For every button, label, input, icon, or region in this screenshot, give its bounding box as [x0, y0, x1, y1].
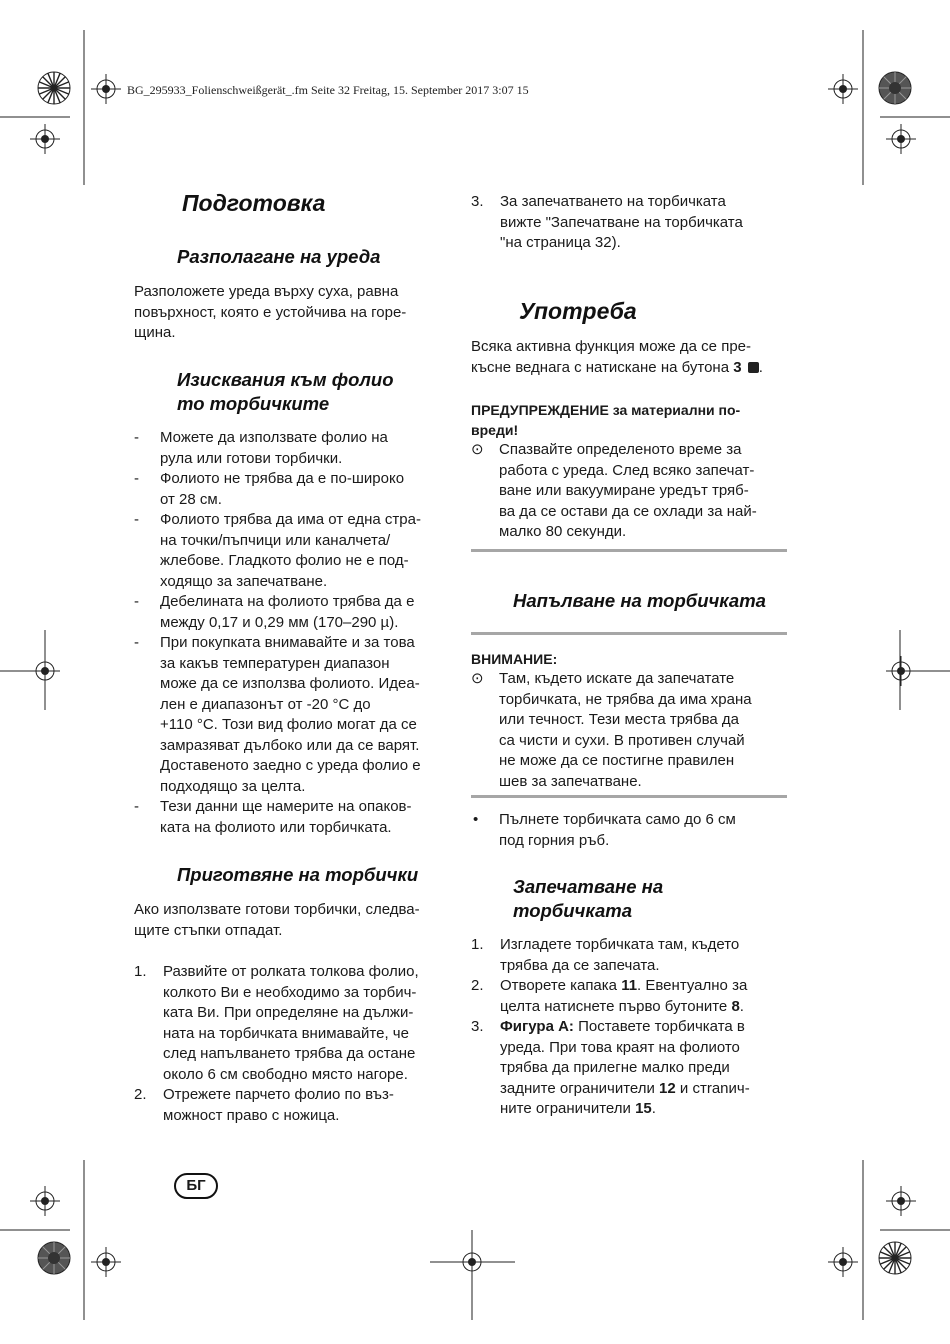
crosshair-target-icon	[30, 124, 60, 154]
usage-intro: Всяка активна функция може да се пре- късне веднага с натискане на бутона 3 .	[471, 338, 763, 376]
heading-preparing-bags: Приготвяне на торбички	[177, 864, 419, 885]
list-item: - Дебелината на фолиото трябва да е между 0,17 и 0,29 мм (170–290 µ).	[134, 593, 415, 631]
starburst-register-icon	[37, 71, 71, 105]
caution-bullet-icon: ⊙	[471, 670, 484, 687]
crosshair-target-icon	[828, 74, 858, 104]
preparing-bags-step3	[471, 192, 791, 254]
list-item: - Можете да използвате фолио на рула или готови торбички.	[134, 429, 388, 467]
file-header-line: BG_295933_Folienschweißgerät_.fm Seite 32 Freitag, 15. September 2017 3:07 15	[127, 83, 529, 97]
crosshair-target-icon	[886, 656, 916, 686]
crosshair-target-icon	[30, 656, 60, 686]
list-item: - Фолиото трябва да има от една стра- на точки/пъпчици или каналчета/ жлебове. Гладкото фолио не е под- ходящо за запечатване.	[134, 511, 421, 590]
divider	[471, 795, 787, 798]
foil-requirements-list	[134, 428, 464, 838]
crosshair-target-icon	[30, 1186, 60, 1216]
list-item: 2. Отрежете парчето фолио по въз- можност право с ножица.	[134, 1086, 394, 1124]
list-item: 3. Фигура A: Поставете торбичката в уреда. При това краят на фолиото трябва да прилегне малко преди задните ограничители 12 и стranич- ните ограничители 15.	[471, 1018, 750, 1117]
fill-instruction: • Пълнете торбичката само до 6 см под горния ръб.	[473, 811, 736, 849]
list-item: 3. За запечатването на торбичката вижте "Запечатване на торбичката "на страница 32).	[471, 193, 743, 251]
heading-placement: Разполагане на уреда	[177, 246, 381, 267]
divider	[471, 632, 787, 635]
list-item: 1. Изгладете торбичката там, където трябва да се запечата.	[471, 936, 740, 974]
warning-title: ПРЕДУПРЕЖДЕНИЕ за материални по- вреди!	[471, 402, 741, 438]
list-item: 2. Отворете капака 11. Евентуално за целта натиснете първо бутоните 8.	[471, 977, 748, 1015]
section-title-preparation: Подготовка	[182, 190, 326, 216]
crosshair-target-icon	[91, 74, 121, 104]
heading-foil-requirements: Изисквания към фолио то торбичките	[177, 369, 394, 414]
bullet-icon: •	[473, 811, 479, 828]
crosshair-target-icon	[457, 1247, 487, 1277]
list-item: - Тези данни ще намерите на опаков- ката на фолиото или торбичката.	[134, 798, 412, 836]
crosshair-target-icon	[828, 1247, 858, 1277]
crosshair-target-icon	[886, 1186, 916, 1216]
list-item: - При покупката внимавайте и за това за какъв температурен диапазон може да се използва фолиото. Идеа- лен е диапазонът от -20 °C до +110 °C. Този вид фолио могат да се замразяват дълбоко или да се варят. Доставеното заедно с уреда фолио е подходящо за целта.	[134, 634, 421, 795]
preparing-bags-steps	[134, 962, 464, 1126]
placement-text: Разположете уреда върху суха, равна повърхност, която е устойчива на горе- щина.	[134, 283, 407, 341]
caution-box: ВНИМАНИЕ: ⊙ Там, където искате да запечатате торбичката, не трябва да има храна или течност. Тези места трябва да са чисти и сухи. В противен случай не може да се постигне правилен шев за запечатване.	[471, 632, 787, 798]
heading-filling-bag: Напълване на торбичката	[513, 590, 766, 611]
starburst-register-icon	[878, 1241, 912, 1275]
list-item: 1. Развийте от ролката толкова фолио, колкото Ви е необходимо за торбич- ката Ви. При определяне на дължи- ната на торбичката внимавайте, че след напълването трябва да остане около 6 см свободно място нагоре.	[134, 963, 419, 1083]
stop-button-icon	[748, 362, 759, 373]
list-item: - Фолиото не трябва да е по-широко от 28 см.	[134, 470, 405, 508]
crosshair-target-icon	[886, 124, 916, 154]
section-title-usage: Употреба	[519, 298, 637, 324]
color-register-wheel-icon	[37, 1241, 71, 1275]
color-register-wheel-icon	[878, 71, 912, 105]
warning-box-material-damage: ПРЕДУПРЕЖДЕНИЕ за материални по- вреди! ⊙ Спазвайте определеното време за работа с уреда. След всяко запечат- ване или вакуумиране уредът тряб- ва да се остави да се охлади за най- малко 80 секунди.	[471, 400, 787, 552]
heading-sealing-bag: Запечатване на торбичката	[513, 876, 664, 921]
crosshair-target-icon	[91, 1247, 121, 1277]
warning-bullet-icon: ⊙	[471, 441, 484, 458]
sealing-steps	[471, 935, 791, 1120]
caution-title: ВНИМАНИЕ:	[471, 651, 558, 667]
language-badge: БГ	[174, 1173, 218, 1199]
preparing-bags-intro: Ако използвате готови торбички, следва- щите стъпки отпадат.	[134, 901, 420, 939]
divider	[471, 549, 787, 552]
